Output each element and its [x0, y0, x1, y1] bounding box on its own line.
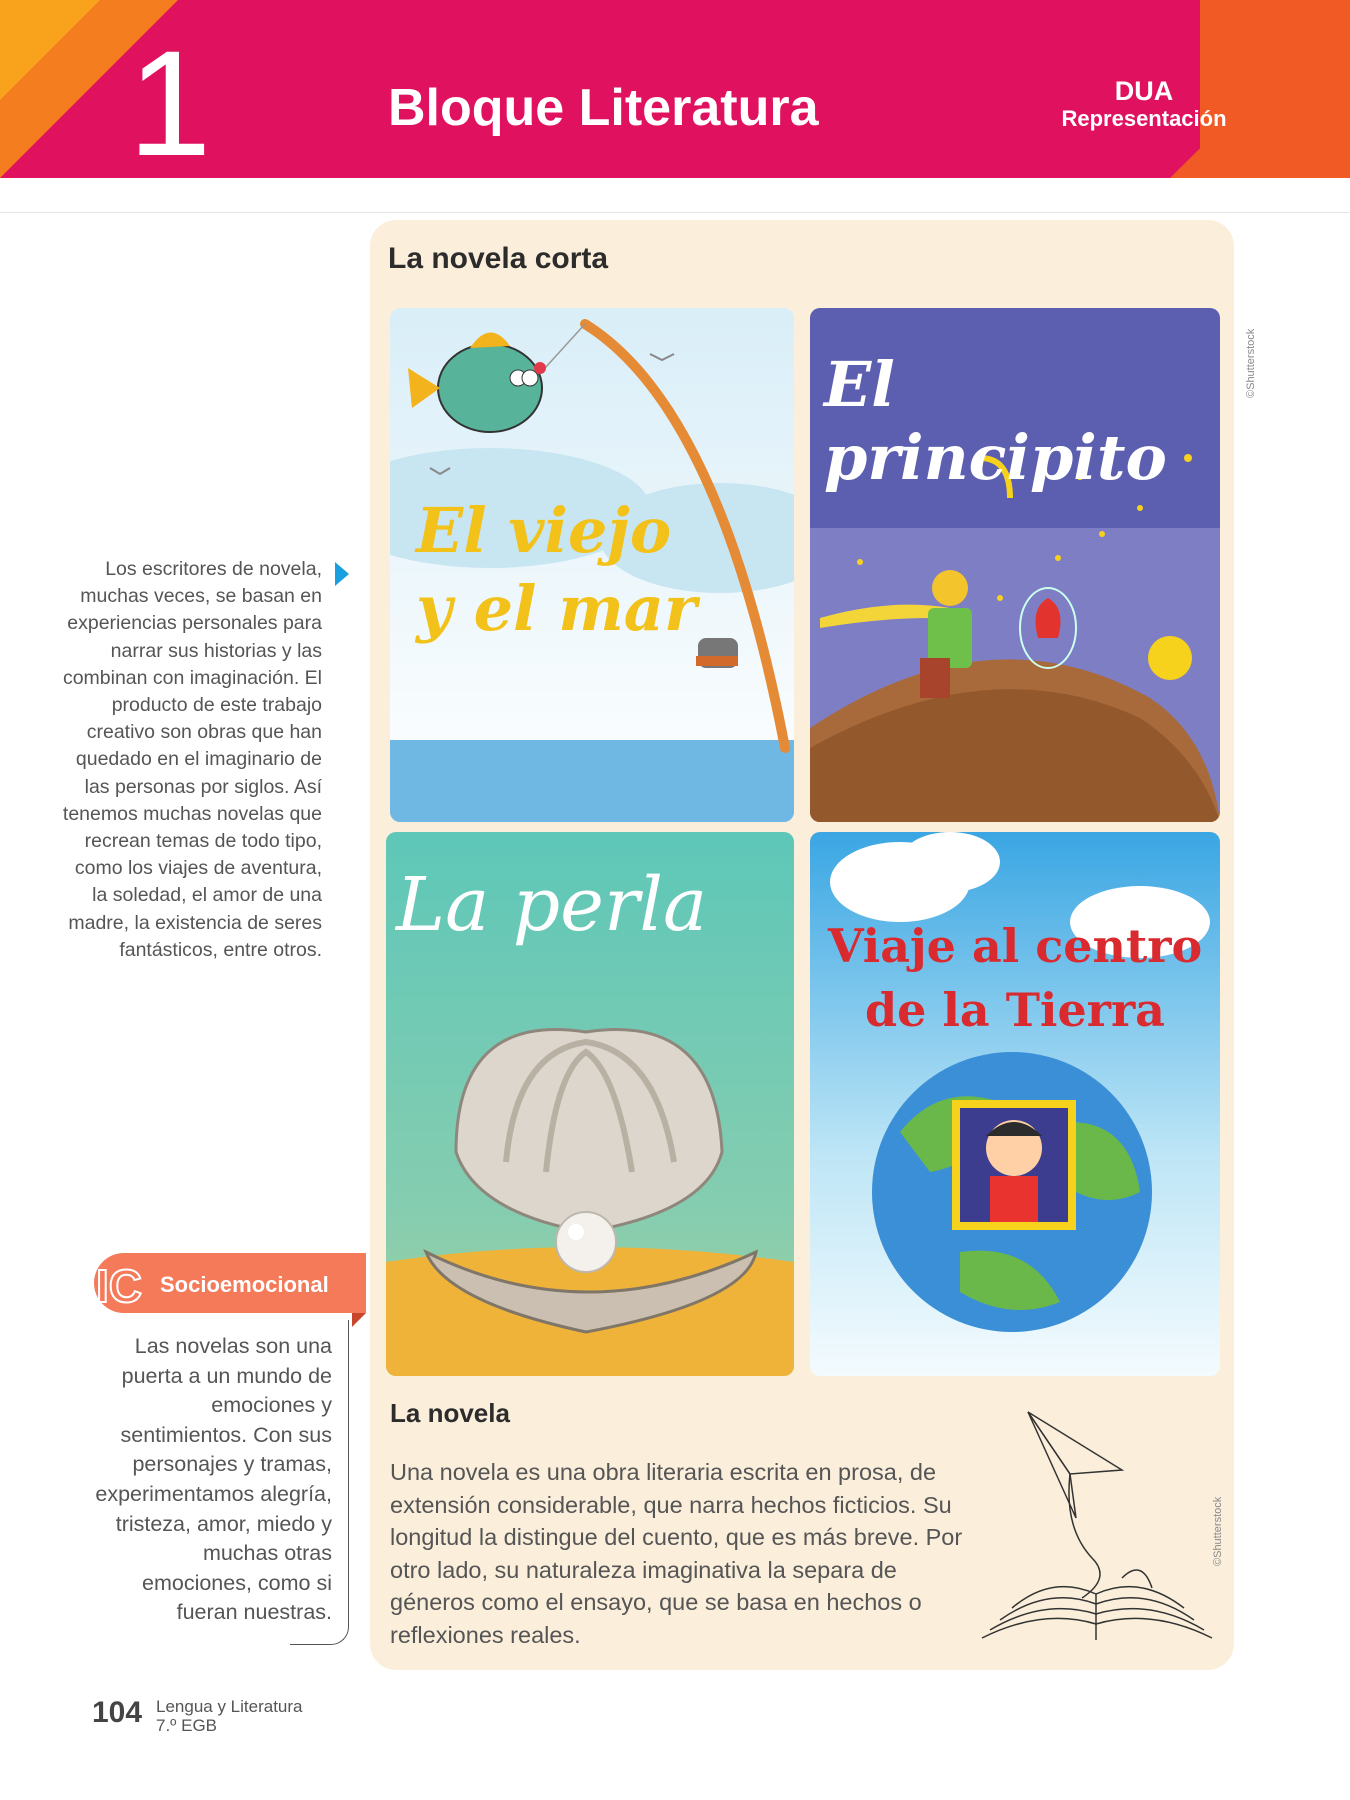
cover-3-title: La perla	[396, 862, 708, 948]
credit-top: ©Shutterstock	[1245, 328, 1257, 398]
chapter-number: 1	[128, 19, 212, 178]
credit-bottom: ©Shutterstock	[1212, 1496, 1224, 1566]
paper-plane-book-icon	[972, 1408, 1222, 1648]
footer-grade: 7.º EGB	[156, 1716, 218, 1735]
cover-el-viejo-y-el-mar	[390, 308, 794, 822]
section-title: La novela	[390, 1398, 510, 1428]
header-band	[0, 0, 1350, 178]
cover-2-title: El principito	[824, 348, 1167, 494]
page-number: 104	[92, 1696, 143, 1729]
svg-text:IC: IC	[96, 1260, 142, 1310]
socio-bracket-line	[290, 1320, 349, 1645]
cover-la-perla	[386, 832, 794, 1376]
card-title: La novela corta	[388, 242, 609, 275]
dua-badge	[1060, 76, 1228, 132]
header-yellow-stripe	[0, 0, 100, 100]
socio-tab-fold	[352, 1313, 366, 1327]
cover-1-title-line2: y el mar	[416, 572, 697, 645]
dua-representation: Representación	[1061, 106, 1227, 131]
ic-logo-icon	[94, 1258, 152, 1310]
cover-1-title-line1: El viejo	[416, 494, 672, 567]
cover-el-principito	[810, 308, 1220, 822]
dua-label: DUA	[1114, 76, 1174, 106]
cover-viaje-al-centro-de-la-tierra	[810, 832, 1220, 1376]
pointer-arrow-icon	[335, 562, 349, 586]
section-paragraph: Una novela es una obra literaria escrita en prosa, de extensión considerable, que narra hechos ficticios. Su longitud la distingue del cuento, que es más breve. Por otro lado, su naturaleza imaginativa la separa de géneros como el ensayo, que se basa en hechos o reflexiones reales.	[390, 1459, 963, 1648]
divider	[0, 212, 1350, 213]
cover-4-title-line1: Viaje al centro	[827, 919, 1203, 973]
page-title: Bloque Literatura	[388, 79, 819, 137]
socio-text: Las novelas son una puerta a un mundo de emociones y sentimientos. Con sus personajes y tramas, experimentamos alegría, tristeza, amor, miedo y muchas otras emociones, como si fueran nuestras.	[95, 1334, 332, 1625]
sidebar-intro-text: Los escritores de novela, muchas veces, se basan en experiencias personales para narrar sus historias y las combinan con imaginación. El producto de este trabajo creativo son obras que han quedado en el imaginario de las personas por siglos. Así tenemos muchas novelas que recrean temas de todo tipo, como los viajes de aventura, la soledad, el amor de una madre, la existencia de seres fantásticos, entre otros.	[62, 558, 322, 961]
cover-4-title-line2: de la Tierra	[865, 983, 1165, 1037]
footer-subject: Lengua y Literatura	[156, 1697, 303, 1716]
socio-label: Socioemocional	[160, 1272, 329, 1297]
